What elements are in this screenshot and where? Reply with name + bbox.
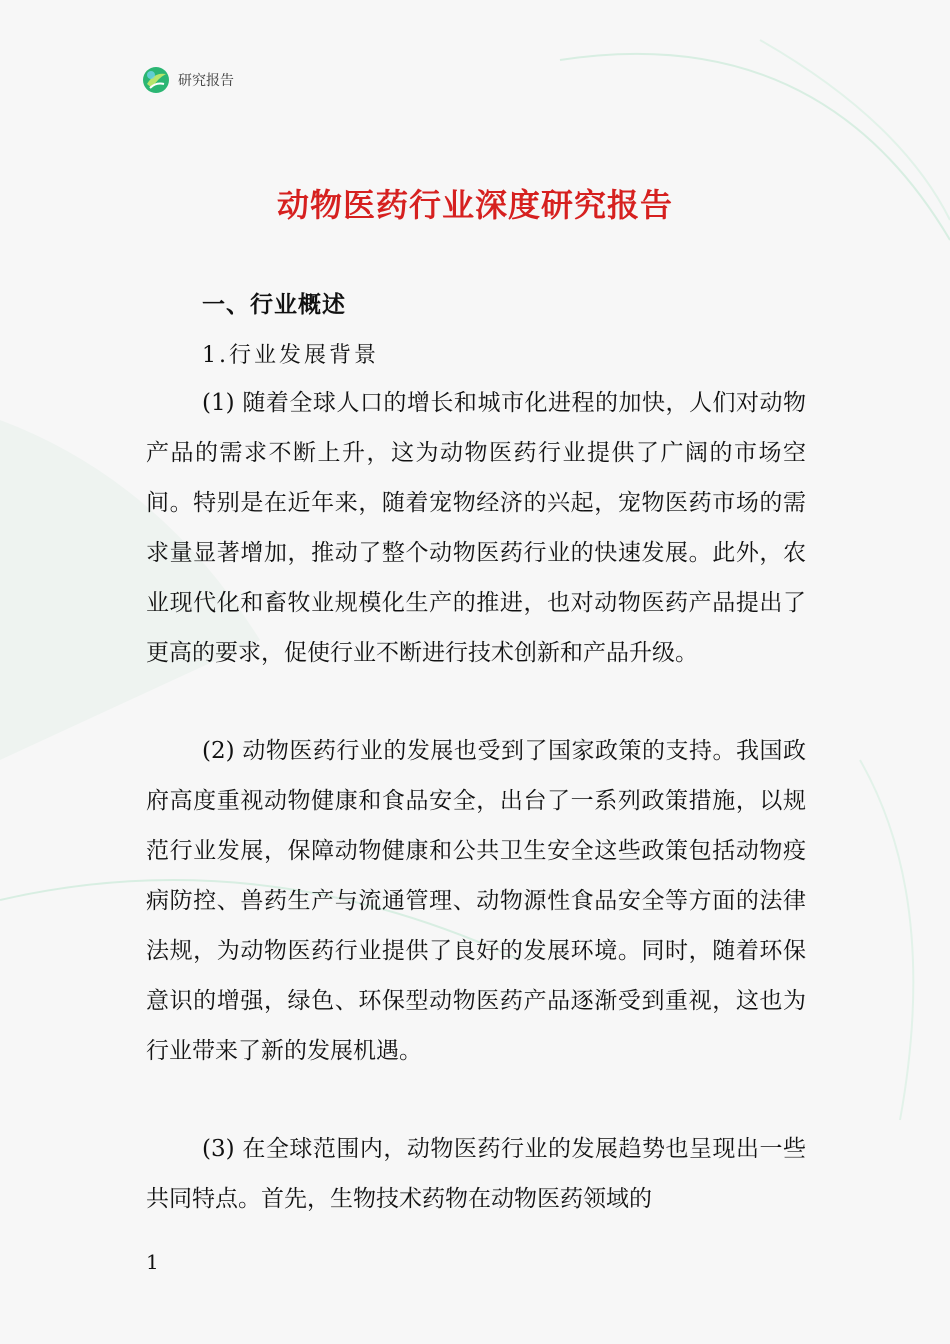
paragraph-2: (2) 动物医药行业的发展也受到了国家政策的支持。我国政府高度重视动物健康和食品安全，出台了一系列政策措施，以规范行业发展，保障动物健康和公共卫生安全这些政策包括动物疫病防控、兽药生产与流通管理、动物源性食品安全等方面的法律法规，为动物医药行业提供了良好的发展环境。同时，随着环保意识的增强，绿色、环保型动物医药产品逐渐受到重视，这也为行业带来了新的发展机遇。 [146, 738, 806, 1064]
header-label: 研究报告 [178, 73, 234, 89]
report-header [142, 66, 234, 94]
page-number: 1 [146, 1250, 159, 1274]
paragraph-1: (1) 随着全球人口的增长和城市化进程的加快，人们对动物产品的需求不断上升，这为动物医药行业提供了广阔的市场空间。特别是在近年来，随着宠物经济的兴起，宠物医药市场的需求量显著增加，推动了整个动物医药行业的快速发展。此外，农业现代化和畜牧业规模化生产的推进，也对动物医药产品提出了更高的要求，促使行业不断进行技术创新和产品升级。 [146, 390, 806, 666]
document-title: 动物医药行业深度研究报告 [276, 186, 673, 224]
subsection-heading: 1.行业发展背景 [202, 343, 379, 368]
paragraph-3: (3) 在全球范围内，动物医药行业的发展趋势也呈现出一些共同特点。首先，生物技术药物在动物医药领域的 [146, 1136, 806, 1212]
section-heading: 一、行业概述 [202, 292, 346, 318]
leaf-globe-logo-icon [142, 66, 170, 94]
